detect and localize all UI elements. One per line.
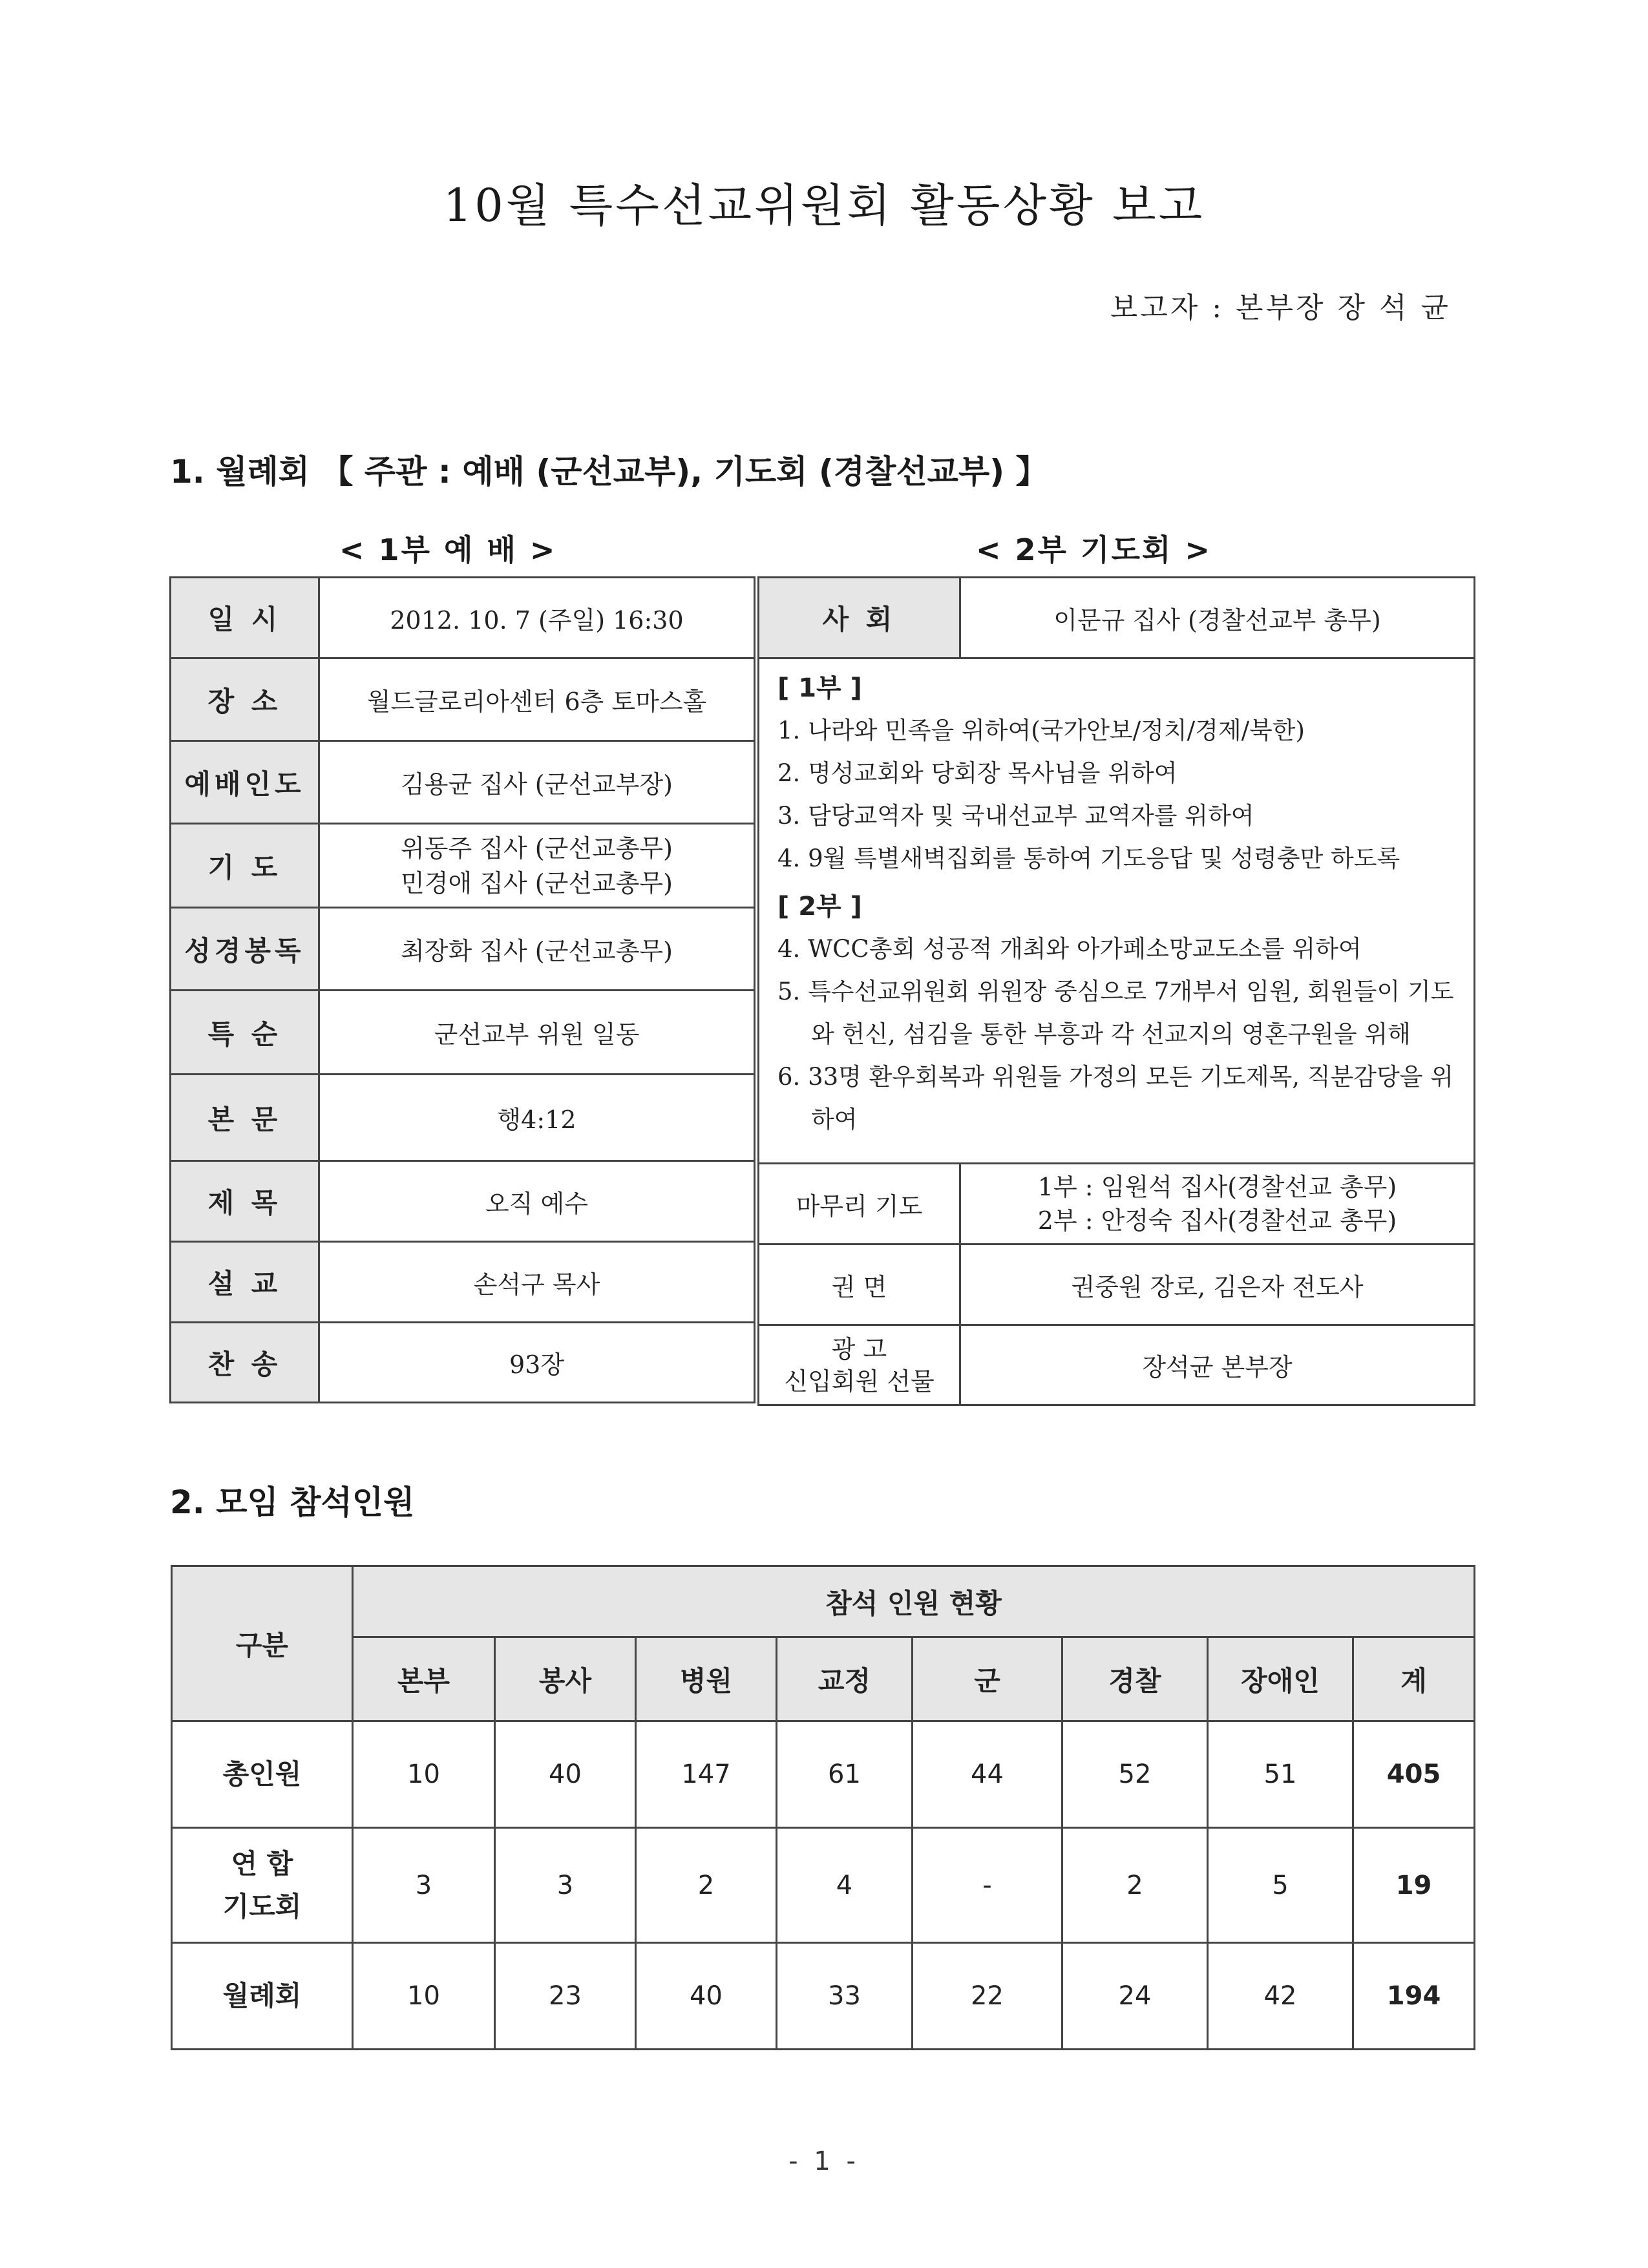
part1-heading: [ 1부 ] [777,673,862,703]
announcement-value: 장석균 본부장 [960,1325,1475,1405]
row-value: 93장 [319,1323,755,1403]
prayer-topics [759,658,1475,1164]
row-value: 월드글로리아센터 6층 토마스홀 [319,658,755,741]
prayer-item: 3. 담당교역자 및 국내선교부 교역자를 위하여 [777,802,1254,830]
announcement-label-2: 신입회원 선물 [784,1367,935,1396]
row-label: 성경봉독 [171,908,319,991]
table-cell: 147 [636,1721,777,1828]
prayer-item: 4. WCC총회 성공적 개최와 아가페소망교도소를 위하여 [777,935,1362,963]
section2-heading: 2. 모임 참석인원 [170,1484,415,1521]
status-header: 참석 인원 현황 [353,1566,1475,1637]
table-cell: 51 [1208,1721,1353,1828]
row-label: 기 도 [171,824,319,908]
table-row [171,658,755,741]
announcement-label [759,1325,960,1405]
table-row [759,1244,1475,1325]
table-row [171,578,755,658]
row-label: 제 목 [171,1161,319,1242]
table-cell: 2 [636,1828,777,1943]
row-value [319,824,755,908]
table-header-row [172,1637,1475,1721]
table-cell: 5 [1208,1828,1353,1943]
column-header: 경찰 [1062,1637,1208,1721]
table-cell: 42 [1208,1943,1353,2050]
exhortation-value: 권중원 장로, 김은자 전도사 [960,1244,1475,1325]
table-cell: 3 [353,1828,495,1943]
table-row [171,824,755,908]
host-label: 사 회 [759,578,960,658]
table-cell: 44 [913,1721,1062,1828]
row-label: 일 시 [171,578,319,658]
table-cell: 33 [777,1943,913,2050]
table-cell: 10 [353,1721,495,1828]
row-value: 2012. 10. 7 (주일) 16:30 [319,578,755,658]
row-value: 군선교부 위원 일동 [319,991,755,1075]
closing-prayer-label: 마무리 기도 [759,1164,960,1244]
table-cell: 40 [495,1721,636,1828]
table-row [171,1161,755,1242]
total-cell: 19 [1353,1828,1475,1943]
table-row [171,991,755,1075]
table-row [171,1075,755,1161]
row-label: 설 교 [171,1242,319,1323]
table-row [759,1164,1475,1244]
total-cell: 405 [1353,1721,1475,1828]
prayer-leader-1: 위동주 집사 (군선교총무) [401,834,673,863]
row-label [172,1828,353,1943]
row-label: 장 소 [171,658,319,741]
section1-heading: 1. 월례회 【 주관 : 예배 (군선교부), 기도회 (경찰선교부) 】 [170,453,1048,490]
closing-part1: 1부 : 임원석 집사(경찰선교 총무) [1037,1173,1397,1201]
prayer-item: 1. 나라와 민족을 위하여(국가안보/정치/경제/북한) [777,717,1305,744]
part1-title: < 1부 예 배 > [339,532,557,567]
table-cell: 10 [353,1943,495,2050]
part2-heading: [ 2부 ] [777,892,862,921]
table-row [759,1325,1475,1405]
table-cell: - [913,1828,1062,1943]
row-value: 최장화 집사 (군선교총무) [319,908,755,991]
row-value: 김용균 집사 (군선교부장) [319,741,755,824]
table-cell: 4 [777,1828,913,1943]
table-row [171,1323,755,1403]
table-row [759,578,1475,658]
prayer-meeting-table [757,576,1475,1406]
page-number: - 1 - [788,2147,860,2176]
host-value: 이문규 집사 (경찰선교부 총무) [960,578,1475,658]
row-label: 총인원 [172,1721,353,1828]
row-label: 특 순 [171,991,319,1075]
column-header: 계 [1353,1637,1475,1721]
table-cell: 3 [495,1828,636,1943]
column-header: 병원 [636,1637,777,1721]
table-row [172,1828,1475,1943]
row-label-line2: 기도회 [222,1890,302,1922]
row-label: 본 문 [171,1075,319,1161]
table-cell: 22 [913,1943,1062,2050]
column-header: 군 [913,1637,1062,1721]
table-cell: 24 [1062,1943,1208,2050]
table-row [171,1242,755,1323]
column-header: 장애인 [1208,1637,1353,1721]
part2-title: < 2부 기도회 > [976,532,1212,567]
table-cell: 2 [1062,1828,1208,1943]
column-header: 본부 [353,1637,495,1721]
table-row [759,658,1475,1164]
table-cell: 61 [777,1721,913,1828]
attendance-table [171,1565,1475,2050]
row-value: 행4:12 [319,1075,755,1161]
column-header: 교정 [777,1637,913,1721]
group-header: 구분 [172,1566,353,1721]
prayer-item: 5. 특수선교위원회 위원장 중심으로 7개부서 임원, 회원들이 기도와 헌신, 섬김을 통한 부흥과 각 선교지의 영혼구원을 위해 [777,978,1454,1048]
table-cell: 40 [636,1943,777,2050]
worship-table [169,576,755,1403]
exhortation-label: 권 면 [759,1244,960,1325]
row-label: 월례회 [172,1943,353,2050]
table-row [172,1943,1475,2050]
table-row [171,908,755,991]
reporter-line: 보고자 : 본부장 장 석 균 [1110,291,1451,324]
total-cell: 194 [1353,1943,1475,2050]
prayer-item: 6. 33명 환우회복과 위원들 가정의 모든 기도제목, 직분감당을 위하여 [777,1063,1454,1133]
closing-prayer-value [960,1164,1475,1244]
announcement-label-1: 광 고 [831,1334,887,1363]
row-value: 오직 예수 [319,1161,755,1242]
row-label-line1: 연 합 [231,1847,293,1880]
table-row [171,741,755,824]
table-cell: 52 [1062,1721,1208,1828]
row-label: 예배인도 [171,741,319,824]
column-header: 봉사 [495,1637,636,1721]
prayer-item: 4. 9월 특별새벽집회를 통하여 기도응답 및 성령충만 하도록 [777,845,1400,872]
closing-part2: 2부 : 안정숙 집사(경찰선교 총무) [1037,1206,1397,1235]
row-label: 찬 송 [171,1323,319,1403]
table-header-row [172,1566,1475,1637]
table-row [172,1721,1475,1828]
row-value: 손석구 목사 [319,1242,755,1323]
prayer-leader-2: 민경애 집사 (군선교총무) [401,868,673,898]
prayer-item: 2. 명성교회와 당회장 목사님을 위하여 [777,759,1178,787]
page-title: 10월 특수선교위원회 활동상황 보고 [443,179,1205,232]
table-cell: 23 [495,1943,636,2050]
